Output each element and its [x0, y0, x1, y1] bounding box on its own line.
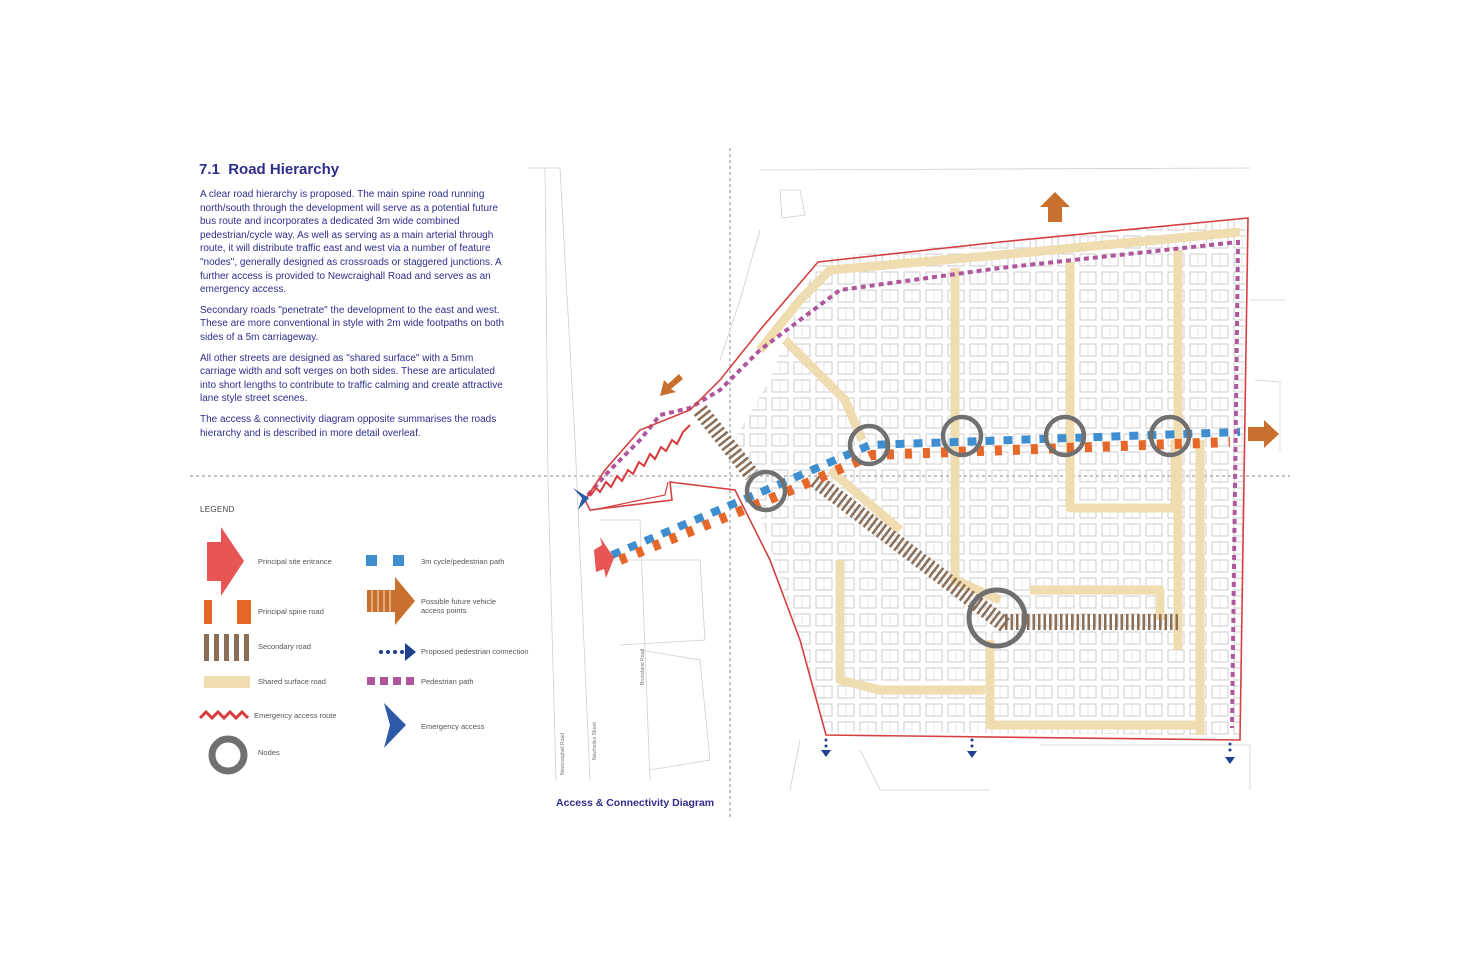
site-entrance-arrow — [594, 537, 614, 578]
paragraph-shared-surface: All other streets are designed as "shared surface" with a 5mm carriage width and soft verges on both sides. These are articulated into short lengths to contribute to traffic calming and create attractive lane style street scenes. — [200, 352, 503, 405]
emergency-access-route — [590, 425, 690, 496]
road-label-newcraighall: Newcraighall Road — [560, 733, 566, 775]
legend-label-emergency-access-route: Emergency access route — [254, 711, 337, 720]
emergency-access-arrow — [573, 488, 589, 510]
future-access-arrow-north — [1040, 192, 1070, 222]
legend-label-future-vehicle-access: Possible future vehicle access points — [421, 597, 497, 615]
road-label-brunstane: Brunstane Road — [640, 648, 646, 685]
legend-label-cycle-pedestrian-path: 3m cycle/pedestrian path — [421, 557, 505, 566]
legend-label-pedestrian-connection: Proposed pedestrian connection — [421, 647, 529, 656]
legend-title: LEGEND — [200, 505, 235, 514]
paragraph-summary: The access & connectivity diagram opposite summarises the roads hierarchy and is described in more detail overleaf. — [200, 413, 497, 439]
paragraph-intro: A clear road hierarchy is proposed. The main spine road running north/south through the development will serve as a potential future bus route and incorporates a dedicated 3m wide combined pedestrian/cycle way. As well as serving as a main arterial through route, it will distribute traffic east and west via a number of feature "nodes", generally designed as crossroads or staggered junctions. A further access is provided to Newcraighall Road and serves as an emergency access. — [200, 189, 502, 296]
legend-label-secondary-road: Secondary road — [258, 642, 311, 651]
pedestrian-connections-south — [821, 739, 1235, 765]
future-access-arrow-east — [1248, 420, 1279, 448]
legend-label-emergency-access: Emergency access — [421, 722, 485, 731]
legend-label-pedestrian-path: Pedestrian path — [421, 677, 474, 686]
legend-label-principal-spine-road: Principal spine road — [258, 607, 324, 616]
road-label-newhailes: Newhailes Street — [592, 722, 598, 760]
legend-label-nodes: Nodes — [258, 748, 280, 757]
diagram-caption: Access & Connectivity Diagram — [556, 797, 715, 809]
section-number: 7.1 — [199, 161, 220, 178]
paragraph-secondary-roads: Secondary roads "penetrate" the development to the east and west. These are more conventional in style with 2m wide footpaths on both sides of a 5m carriageway. — [200, 304, 505, 343]
legend-label-shared-surface-road: Shared surface road — [258, 677, 326, 686]
future-access-arrow-west — [660, 374, 683, 396]
section-title: Road Hierarchy — [228, 161, 340, 178]
legend-label-principal-site-entrance: Principal site entrance — [258, 557, 332, 566]
